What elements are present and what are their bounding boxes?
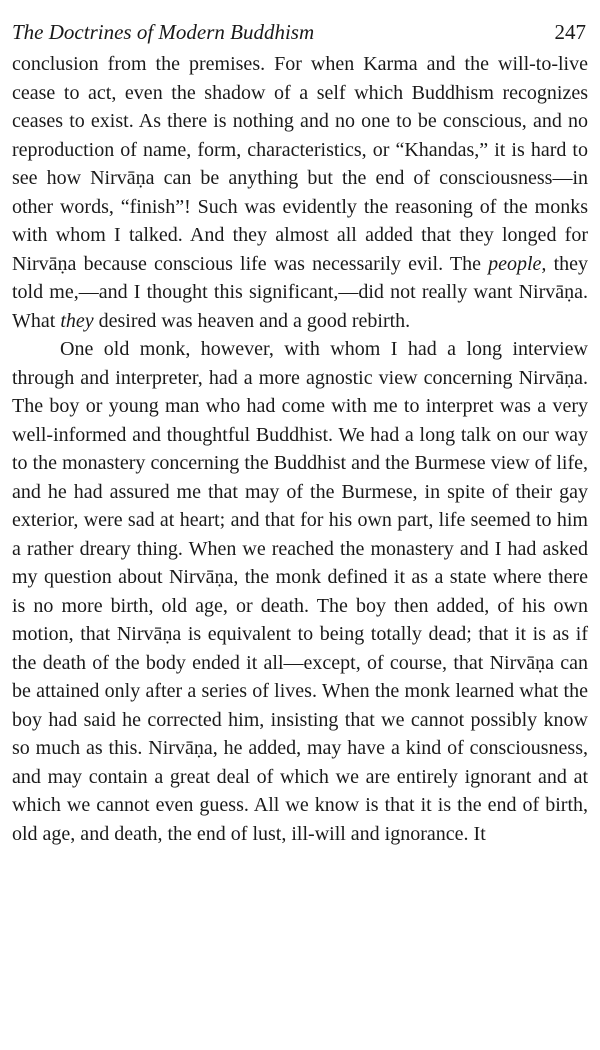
text-segment: conclusion from the premises. For when Karma and the will-to-live cease to act, even the shadow of a self which Buddhism recognizes ceases to exist. As there is nothing and no one to be conscious, and no reproduction of name, form, characteristics, or “Khandas,” it is hard to see how Nirvāṇa can be anything but the end of consciousness—in other words, “finish”! Such was evidently the reasoning of the monks with whom I talked. And they almost all added that they longed for Nirvāṇa because conscious life was necessarily evil. The [12, 53, 588, 275]
paragraph-2 [12, 335, 588, 848]
book-page [12, 14, 588, 848]
paragraph-1 [12, 50, 588, 335]
emphasis-people: people, [488, 252, 547, 275]
text-segment: they told me,—and I thought this significant,—did not really want Nirvāṇa. What [12, 252, 589, 332]
text-segment: One old monk, however, with whom I had a long interview through and interpreter, had a more agnostic view concerning Nirvāṇa. The boy or young man who had come with me to interpret was a very well-informed and thoughtful Buddhist. We had a long talk on our way to the monastery concerning the Buddhist and the Burmese view of life, and he had assured me that may of the Burmese, in spite of their gay exterior, were sad at heart; and that for his own part, life seemed to him a rather dreary thing. When we reached the monastery and I had asked my question about Nirvāṇa, the monk defined it as a state where there is no more birth, old age, or death. The boy then added, of his own motion, that Nirvāṇa is equivalent to being totally dead; that it is as if the death of the body ended it all—except, of course, that Nirvāṇa can be attained only after a series of lives. When the monk learned what the boy had said he corrected him, insisting that we cannot possibly know so much as this. Nirvāṇa, he added, may have a kind of consciousness, and may contain a great deal of which we are entirely ignorant and at which we cannot even guess. All we know is that it is the end of birth, old age, and death, the end of lust, ill-will and ignorance. It [12, 338, 588, 845]
running-head [12, 14, 588, 50]
page-number: 247 [554, 20, 586, 44]
running-title: The Doctrines of Modern Buddhism [12, 20, 315, 44]
text-segment: desired was heaven and a good rebirth. [93, 309, 411, 332]
emphasis-they: they [60, 309, 94, 332]
